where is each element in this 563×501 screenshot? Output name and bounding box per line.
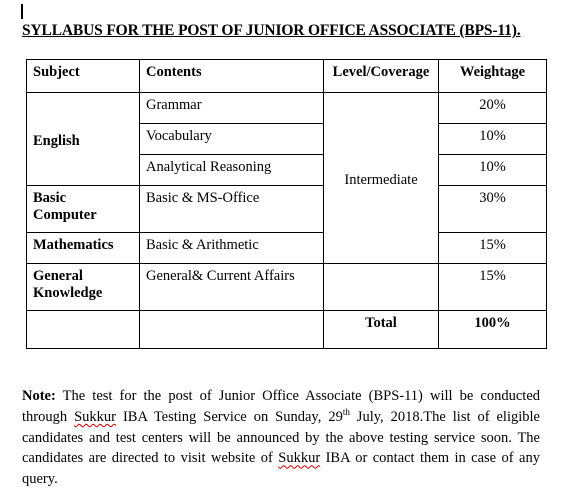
table-header-row xyxy=(27,60,547,93)
weight-analytical: 10% xyxy=(439,155,547,186)
subject-general-knowledge: General Knowledge xyxy=(27,264,140,311)
header-subject: Subject xyxy=(27,60,140,93)
note-text: IBA Testing Service on Sunday, 29 xyxy=(115,408,343,425)
table-total-row xyxy=(27,311,547,349)
total-value: 100% xyxy=(439,311,547,349)
ordinal-suffix: th xyxy=(342,406,350,417)
empty-cell xyxy=(140,311,324,349)
table-row xyxy=(27,93,547,124)
weight-current-affairs: 15% xyxy=(439,264,547,311)
content-ms-office: Basic & MS-Office xyxy=(140,186,324,233)
empty-cell xyxy=(27,311,140,349)
document-title: SYLLABUS FOR THE POST OF JUNIOR OFFICE ASSOCIATE (BPS-11). xyxy=(22,22,521,39)
note-text: July, 2018.The list of eligible candidates and test centers will be announced by the above testing service soon. The candidates are directed to visit website of xyxy=(22,408,540,467)
table-row xyxy=(27,233,547,264)
note-paragraph xyxy=(22,386,540,490)
weight-arithmetic: 15% xyxy=(439,233,547,264)
spellcheck-word: Sukkur xyxy=(74,408,116,425)
table-row xyxy=(27,264,547,311)
subject-english: English xyxy=(27,93,140,186)
total-label: Total xyxy=(324,311,439,349)
note-text: The test for the post of Junior Office Associate (BPS-11) will be conducted through xyxy=(22,388,540,425)
content-current-affairs: General& Current Affairs xyxy=(140,264,324,311)
subject-basic-computer: Basic Computer xyxy=(27,186,140,233)
level-intermediate: Intermediate xyxy=(324,93,439,264)
header-contents: Contents xyxy=(140,60,324,93)
content-analytical: Analytical Reasoning xyxy=(140,155,324,186)
spellcheck-word: Sukkur xyxy=(278,450,321,467)
header-weightage: Weightage xyxy=(439,60,547,93)
syllabus-table xyxy=(26,59,547,349)
note-text: IBA or contact them in case of any query. xyxy=(22,450,540,488)
subject-mathematics: Mathematics xyxy=(27,233,140,264)
table-row xyxy=(27,186,547,233)
header-level: Level/Coverage xyxy=(324,60,439,93)
content-arithmetic: Basic & Arithmetic xyxy=(140,233,324,264)
note-label: Note: xyxy=(22,388,56,404)
level-empty-cell xyxy=(324,264,439,311)
weight-vocabulary: 10% xyxy=(439,124,547,155)
text-cursor xyxy=(21,4,23,19)
weight-ms-office: 30% xyxy=(439,186,547,233)
content-vocabulary: Vocabulary xyxy=(140,124,324,155)
weight-grammar: 20% xyxy=(439,93,547,124)
content-grammar: Grammar xyxy=(140,93,324,124)
